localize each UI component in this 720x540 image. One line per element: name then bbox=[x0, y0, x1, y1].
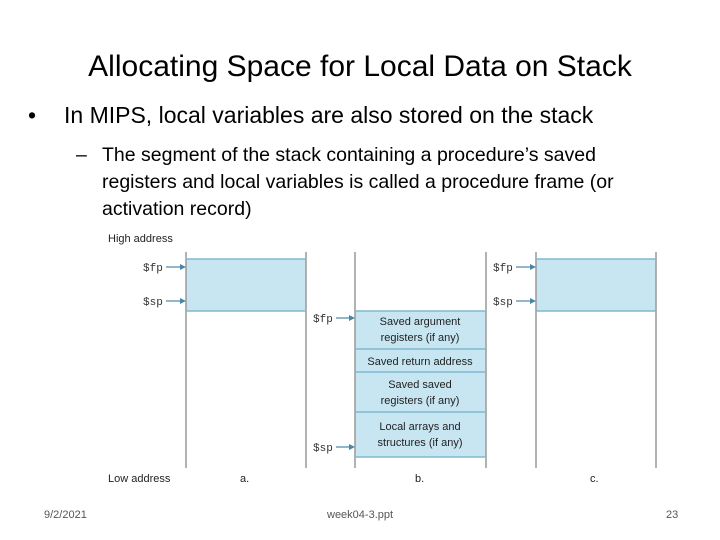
fp-label-a: $fp bbox=[143, 263, 163, 275]
box-saved-argument-line1: Saved argument bbox=[379, 316, 461, 328]
box-local-arrays-line2: structures (if any) bbox=[377, 437, 463, 449]
panel-label-c: c. bbox=[590, 473, 599, 485]
high-address-label: High address bbox=[108, 233, 173, 245]
fp-label-c: $fp bbox=[493, 263, 513, 275]
fp-label-b: $fp bbox=[313, 314, 333, 326]
footer-date: 9/2/2021 bbox=[44, 509, 87, 521]
slide-title: Allocating Space for Local Data on Stack bbox=[88, 50, 632, 83]
footer-filename: week04-3.ppt bbox=[327, 509, 394, 521]
fp-arrow-c-icon bbox=[530, 264, 536, 270]
sp-label-c: $sp bbox=[493, 297, 513, 309]
sub-bullet-marker: – bbox=[76, 144, 87, 166]
footer-page-number: 23 bbox=[666, 509, 679, 521]
sp-label-a: $sp bbox=[143, 297, 163, 309]
box-saved-return-address: Saved return address bbox=[367, 356, 473, 368]
panel-label-a: a. bbox=[240, 473, 250, 485]
sp-arrow-c-icon bbox=[530, 298, 536, 304]
box-saved-argument-line2: registers (if any) bbox=[380, 332, 460, 344]
frame-a-fill bbox=[186, 259, 306, 311]
sp-arrow-b-icon bbox=[349, 444, 355, 450]
bullet-text: In MIPS, local variables are also stored on the stack bbox=[64, 102, 594, 128]
fp-arrow-a-icon bbox=[180, 264, 186, 270]
box-local-arrays-line1: Local arrays and bbox=[379, 421, 461, 433]
fp-arrow-b-icon bbox=[349, 315, 355, 321]
frame-c-fill bbox=[536, 259, 656, 311]
panel-label-b: b. bbox=[415, 473, 425, 485]
bullet-marker: • bbox=[28, 102, 37, 128]
sp-label-b: $sp bbox=[313, 443, 333, 455]
sub-bullet-text: The segment of the stack containing a procedure’s saved registers and local variables is called a procedure frame (or activation record) bbox=[102, 144, 614, 220]
box-saved-saved-line1: Saved saved bbox=[388, 379, 452, 391]
box-saved-saved-line2: registers (if any) bbox=[380, 395, 460, 407]
sp-arrow-a-icon bbox=[180, 298, 186, 304]
low-address-label: Low address bbox=[108, 473, 171, 485]
